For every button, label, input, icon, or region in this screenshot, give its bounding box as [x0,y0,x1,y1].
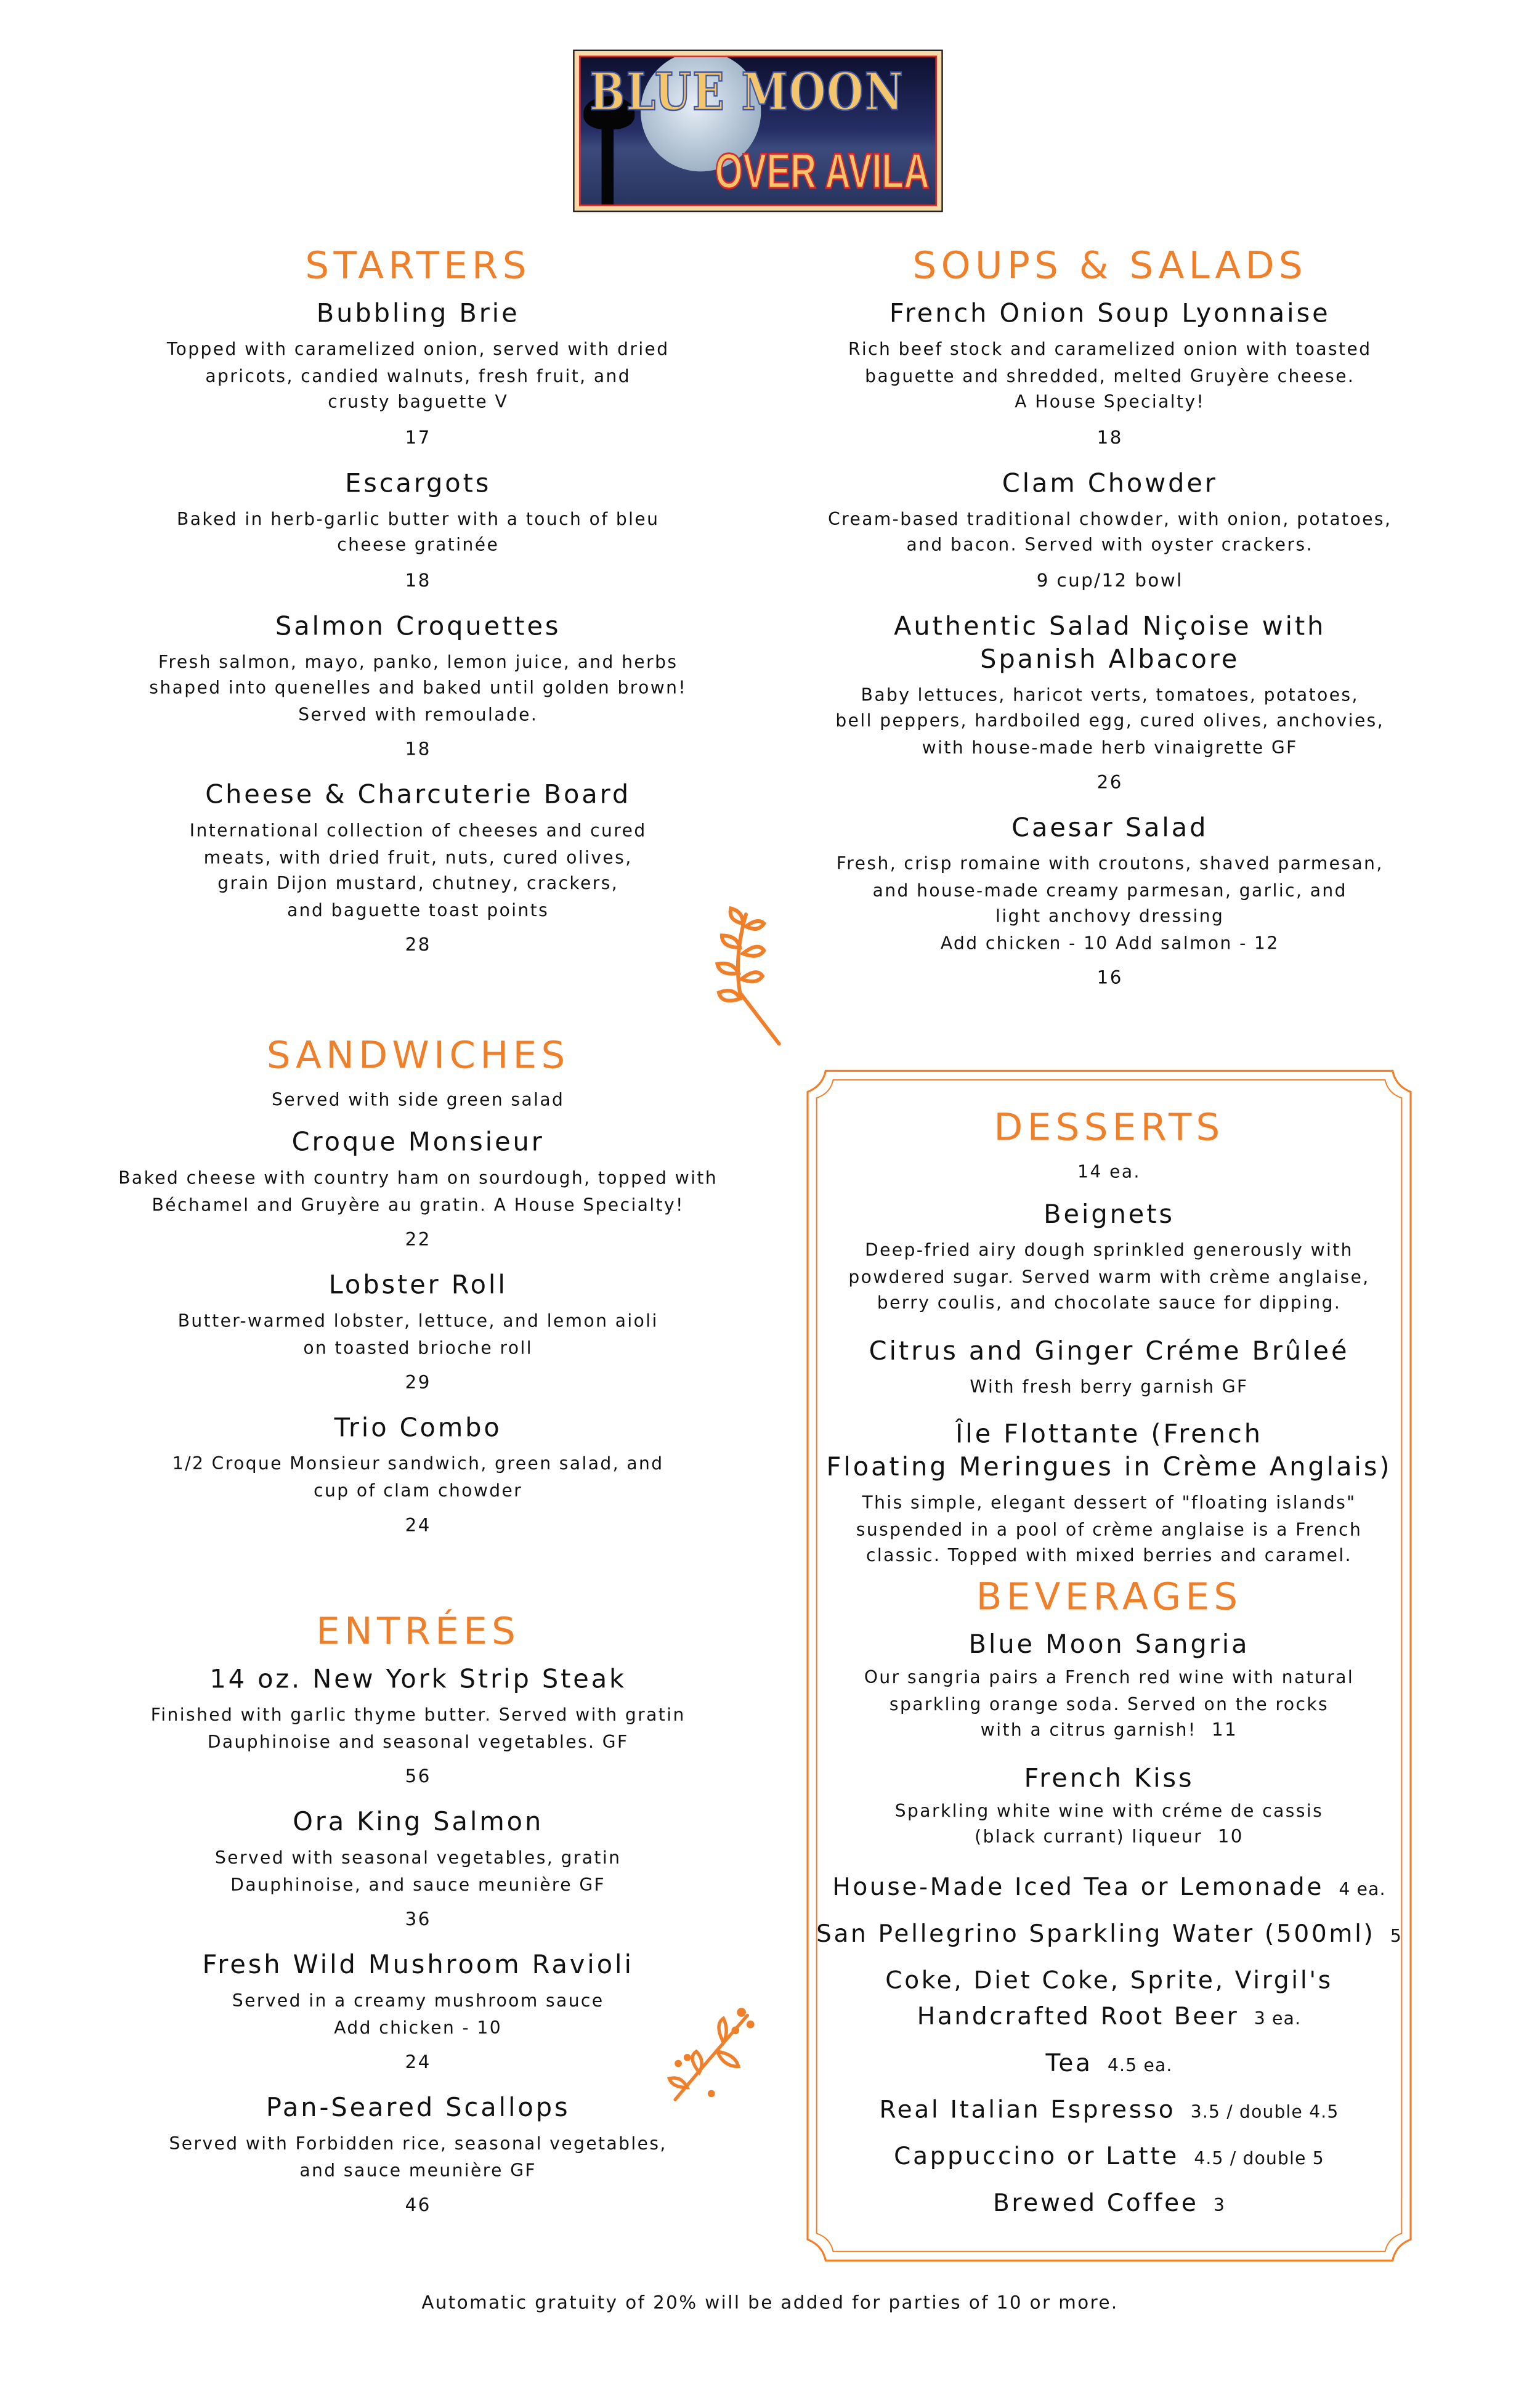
item-name: Pan-Seared Scallops [265,2093,570,2124]
beverage-description [812,1665,1406,1744]
beverage-item [812,2138,1406,2175]
menu-item [820,1418,1399,1569]
beverage-name: Cappuccino or Latte [894,2141,1179,2170]
section-heading: SOUPS & SALADS [912,243,1307,288]
item-price: 46 [405,2194,431,2216]
menu-item [117,298,719,448]
beverages-section [812,1575,1406,2231]
menu-item [117,2092,719,2217]
item-name: Île Flottante (French Floating Meringues in Crème Anglais) [826,1419,1392,1483]
beverage-price: 10 [1217,1825,1244,1848]
logo-line-1: BLUE MOON [590,63,904,124]
beverage-name: House-Made Iced Tea or Lemonade [832,1872,1324,1900]
item-name: Fresh Wild Mushroom Ravioli [202,1950,634,1981]
item-name: French Onion Soup Lyonnaise [889,299,1331,330]
menu-item [102,1412,734,1537]
beverage-price: 4 ea. [1339,1878,1386,1899]
menu-item [102,1270,734,1395]
menu-item [117,467,719,592]
item-description: 1/2 Croque Monsieur sandwich, green salad, and cup of clam chowder [172,1453,664,1501]
item-description: Fresh salmon, mayo, panko, lemon juice, and herbs shaped into quenelles and baked until golden brown! Served with remoulade. [149,650,687,724]
beverage-price: 4.5 ea. [1108,2053,1173,2075]
beverage-name: Real Italian Espresso [879,2094,1176,2123]
item-price: 18 [405,569,431,591]
item-description: Served with Forbidden rice, seasonal vegetables, and sauce meunière GF [169,2132,667,2180]
item-description: Baked cheese with country ham on sourdough, topped with Béchamel and Gruyère au gratin. A House Specialty! [118,1167,718,1215]
beverage-name: French Kiss [1024,1763,1194,1794]
beverage-description-text: Sparkling white wine with créme de cassis (black currant) liqueur [894,1799,1324,1848]
item-name: Lobster Roll [328,1270,508,1301]
logo-line-2: OVER AVILA [715,142,930,199]
section-heading: DESSERTS [994,1105,1225,1150]
beverage-price: 3 ea. [1254,2007,1302,2029]
item-price: 18 [405,738,431,760]
menu-item [820,1199,1399,1317]
item-price: 24 [405,1514,431,1536]
entrees-section [117,1609,719,2235]
item-name: Salmon Croquettes [275,611,561,642]
item-description: Served in a creamy mushroom sauce Add chicken - 10 [232,1989,604,2037]
item-name: Caesar Salad [1011,813,1209,844]
beverage-item [812,2184,1406,2222]
item-price: 22 [405,1228,431,1250]
item-name: Clam Chowder [1002,468,1218,499]
section-subtitle: Served with side green salad [272,1089,565,1110]
item-name: 14 oz. New York Strip Steak [209,1665,627,1695]
beverage-price: 11 [1212,1719,1238,1740]
menu-item [117,779,719,957]
menu-item [797,610,1423,794]
beverage-item [812,1629,1406,1744]
beverage-item [812,1868,1406,1906]
gratuity-notice: Automatic gratuity of 20% will be added for parties of 10 or more. [421,2292,1119,2313]
berry-sprig-icon [667,2003,756,2109]
beverage-name: Blue Moon Sangria [968,1630,1250,1661]
menu-item [117,1663,719,1788]
item-price: 28 [405,934,431,955]
beverage-price: 4.5 / double 5 [1194,2147,1324,2168]
item-description: Baby lettuces, haricot verts, tomatoes, potatoes, bell peppers, hardboiled egg, cured olives, anchovies, with house-made herb vinaigrette GF [835,683,1385,758]
item-price: 29 [405,1371,431,1393]
item-name: Beignets [1044,1200,1175,1231]
item-name: Trio Combo [334,1413,502,1444]
menu-item [117,610,719,761]
item-description: Served with seasonal vegetables, gratin Dauphinoise, and sauce meunière GF [215,1847,622,1894]
beverage-description-text: Our sangria pairs a French red wine with natural sparkling orange soda. Served on the rocks with a citrus garnish! [864,1666,1355,1740]
beverage-item [812,2091,1406,2129]
menu-item [117,1949,719,2074]
item-description: International collection of cheeses and cured meats, with dried fruit, nuts, cured olives, grain Dijon mustard, chutney, crackers, and baguette toast points [189,819,647,920]
beverage-price: 3.5 / double 4.5 [1190,2100,1339,2122]
beverage-name: San Pellegrino Sparkling Water (500ml) [816,1918,1376,1947]
menu-item [797,812,1423,989]
item-name: Citrus and Ginger Créme Brûleé [869,1336,1350,1367]
item-name: Escargots [345,468,492,499]
menu-item [102,1127,734,1252]
beverage-description [812,1798,1406,1851]
beverage-price: 5 [1390,1924,1403,1945]
menu-item [797,298,1423,448]
leaf-sprig-icon [701,906,788,1050]
item-description: Finished with garlic thyme butter. Served with gratin Dauphinoise and seasonal vegetables. GF [150,1704,686,1752]
item-description: Baked in herb-garlic butter with a touch of bleu cheese gratinée [177,507,660,555]
menu-item [117,1806,719,1931]
item-name: Croque Monsieur [291,1128,545,1158]
soups-salads-section [797,244,1423,1008]
item-price: 17 [405,426,431,448]
beverage-name: Tea [1045,2047,1093,2077]
desserts-section [820,1105,1399,1587]
item-price: 16 [1096,967,1123,988]
restaurant-logo [573,50,943,213]
beverage-item [812,1962,1406,2036]
beverage-name: Coke, Diet Coke, Sprite, Virgil's Handcrafted Root Beer [885,1965,1333,2030]
section-heading: STARTERS [305,243,532,288]
item-description: Butter-warmed lobster, lettuce, and lemon aioli on toasted brioche roll [177,1310,659,1358]
item-price: 9 cup/12 bowl [1036,569,1183,591]
item-name: Bubbling Brie [316,299,520,330]
starters-section [117,244,719,975]
item-description: Deep-fried airy dough sprinkled generously with powdered sugar. Served warm with crème anglaise, berry coulis, and chocolate sauce for dipping. [848,1239,1370,1313]
item-name: Cheese & Charcuterie Board [205,781,631,811]
item-name: Authentic Salad Niçoise with Spanish Albacore [894,611,1326,675]
beverage-price: 3 [1213,2193,1226,2215]
beverage-item [812,1915,1406,1953]
item-description: Cream-based traditional chowder, with onion, potatoes, and bacon. Served with oyster crackers. [828,507,1392,555]
menu-item [797,467,1423,592]
item-description: This simple, elegant dessert of "floating islands" suspended in a pool of crème anglaise is a French classic. Topped with mixed berries and caramel. [856,1491,1363,1566]
item-description: With fresh berry garnish GF [970,1375,1249,1397]
beverage-name: Brewed Coffee [992,2188,1199,2217]
item-price: 18 [1096,426,1123,448]
item-price: 36 [405,1908,431,1930]
item-description: Rich beef stock and caramelized onion with toasted baguette and shredded, melted Gruyère cheese. A House Specialty! [848,338,1372,412]
section-heading: ENTRÉES [316,1609,521,1653]
beverage-item [812,1762,1406,1851]
section-heading: BEVERAGES [976,1575,1242,1618]
menu-item [820,1335,1399,1400]
item-description: Topped with caramelized onion, served with dried apricots, candied walnuts, fresh fruit, and crusty baguette V [166,338,670,412]
item-description: Fresh, crisp romaine with croutons, shaved parmesan, and house-made creamy parmesan, garlic, and light anchovy dressing Add chicken - 10 Add salmon - 12 [836,853,1384,953]
item-price: 24 [405,2051,431,2073]
item-price: 56 [405,1766,431,1787]
beverage-item [812,2045,1406,2082]
section-heading: SANDWICHES [266,1033,570,1077]
sandwiches-section [102,1033,734,1555]
section-subtitle: 14 ea. [1077,1161,1141,1182]
item-name: Ora King Salmon [293,1807,544,1838]
item-price: 26 [1096,771,1123,793]
